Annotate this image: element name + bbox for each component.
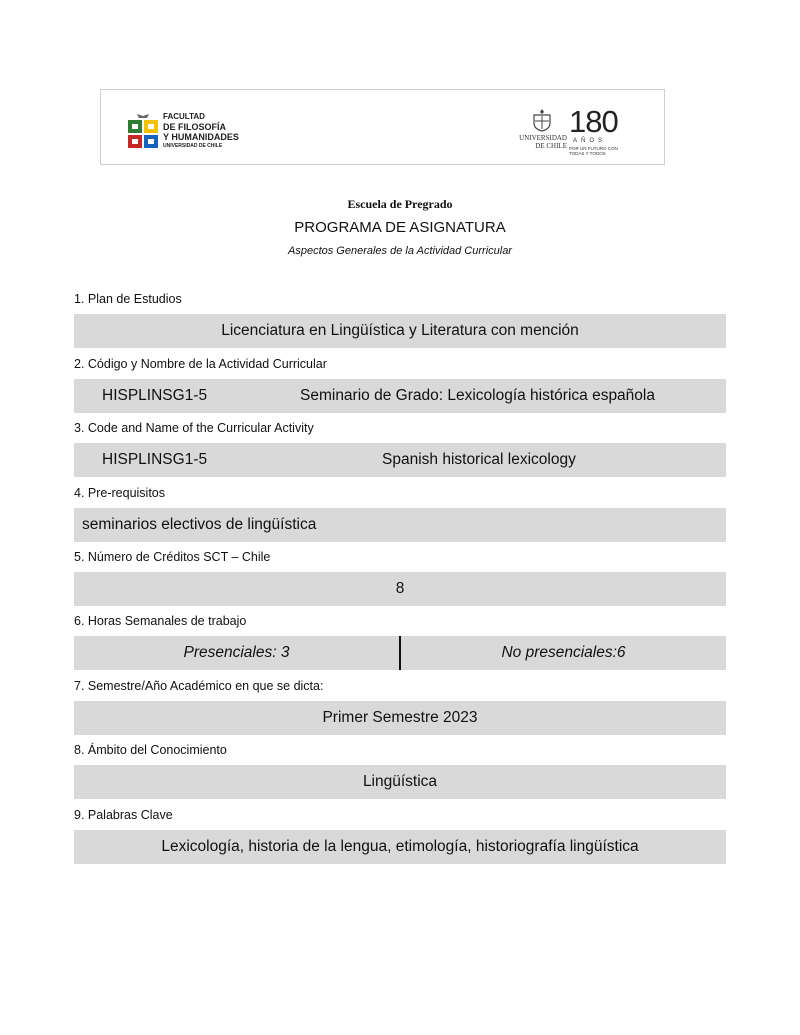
- tagline-line2: TODAS Y TODOS: [569, 151, 606, 156]
- prereq-value: seminarios electivos de lingüística: [82, 516, 317, 533]
- ambito-field: [74, 765, 726, 799]
- faculty-logo: [127, 110, 239, 154]
- uchile-text: [509, 134, 567, 150]
- uchile-180-logo: [509, 106, 639, 156]
- faculty-logo-text: [163, 112, 239, 150]
- document-title: PROGRAMA DE ASIGNATURA: [294, 219, 506, 236]
- palabras-value: Lexicología, historia de la lengua, etimología, historiografía lingüística: [161, 838, 639, 855]
- faculty-logo-line2: DE FILOSOFÍA: [163, 122, 226, 132]
- horas-no-presenciales: No presenciales:6: [501, 644, 626, 661]
- uchile-line2: DE CHILE: [535, 142, 567, 150]
- codigo-name: Seminario de Grado: Lexicología histórica española: [300, 387, 655, 404]
- uchile-line1: UNIVERSIDAD: [519, 134, 567, 142]
- creditos-value: 8: [395, 580, 405, 597]
- prereq-field: [74, 508, 726, 542]
- creditos-label: 5. Número de Créditos SCT – Chile: [74, 550, 271, 564]
- code-en-code: HISPLINSG1-5: [102, 451, 208, 468]
- tagline-line1: POR UN FUTURO CON: [569, 146, 618, 151]
- horas-presenciales: Presenciales: 3: [183, 644, 290, 661]
- codigo-code: HISPLINSG1-5: [102, 387, 208, 404]
- ambito-label: 8. Ámbito del Conocimiento: [74, 743, 227, 757]
- header-banner: [100, 89, 665, 165]
- palabras-label: 9. Palabras Clave: [74, 808, 173, 822]
- faculty-logo-line1: FACULTAD: [163, 112, 205, 121]
- anniversary-anos: AÑOS: [573, 138, 607, 144]
- faculty-crest-icon: [127, 113, 159, 149]
- faculty-logo-line3: Y HUMANIDADES: [163, 132, 239, 142]
- semestre-value: Primer Semestre 2023: [322, 709, 478, 726]
- plan-value: Licenciatura en Lingüística y Literatura con mención: [221, 322, 579, 339]
- code-en-field: [74, 443, 726, 477]
- anniversary-tagline: [569, 146, 639, 156]
- school-heading: Escuela de Pregrado: [347, 197, 453, 211]
- palabras-field: [74, 830, 726, 864]
- semestre-field: [74, 701, 726, 735]
- codigo-label: 2. Código y Nombre de la Actividad Curricular: [74, 357, 327, 371]
- plan-field: [74, 314, 726, 348]
- prereq-label: 4. Pre-requisitos: [74, 486, 166, 500]
- horas-field: [74, 636, 726, 670]
- uchile-emblem-icon: [531, 108, 553, 132]
- anniversary-number: 180: [569, 104, 618, 139]
- faculty-logo-line4: UNIVERSIDAD DE CHILE: [163, 143, 223, 149]
- code-en-label: 3. Code and Name of the Curricular Activity: [74, 421, 314, 435]
- horas-label: 6. Horas Semanales de trabajo: [74, 614, 247, 628]
- ambito-value: Lingüística: [362, 773, 438, 790]
- code-en-name: Spanish historical lexicology: [382, 451, 576, 468]
- creditos-field: [74, 572, 726, 606]
- plan-label: 1. Plan de Estudios: [74, 292, 182, 306]
- semestre-label: 7. Semestre/Año Académico en que se dicta:: [74, 679, 324, 693]
- codigo-field: [74, 379, 726, 413]
- document-subtitle: Aspectos Generales de la Actividad Curricular: [288, 245, 512, 257]
